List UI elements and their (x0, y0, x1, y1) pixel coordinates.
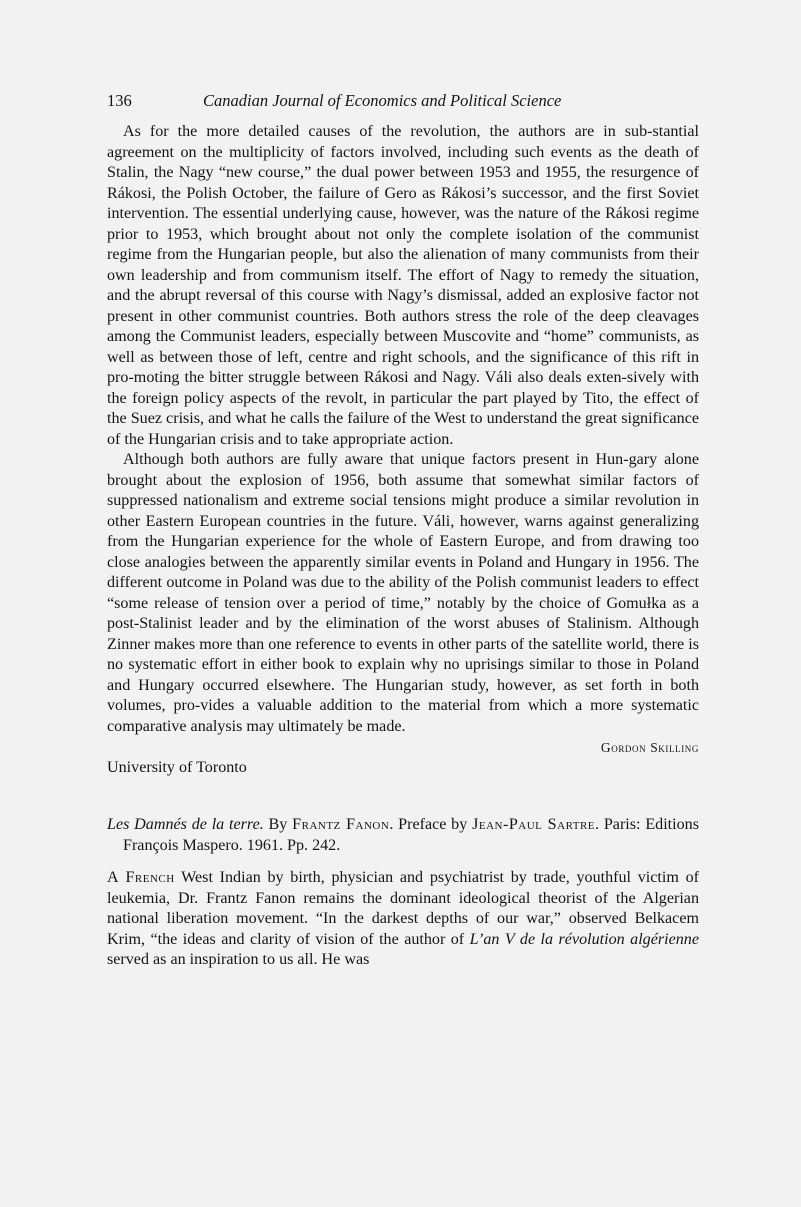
page-body (107, 122, 699, 971)
opening-small-caps: A French (107, 869, 175, 886)
new-review-paragraph (107, 868, 699, 971)
reviewer-affiliation: University of Toronto (107, 759, 247, 776)
page-number: 136 (107, 91, 132, 110)
cited-book-title: L’an V de la révolution algérienne (469, 930, 699, 948)
book-author: Frantz Fanon (292, 816, 390, 833)
by-label: By (268, 816, 288, 833)
review-text-start: West Indian by birth, physician and psychiatrist by trade, youthful victim of leukemia, Dr. Frantz Fanon remains the dominant ideological theorist of the Algerian national liberation movement. “In the darkest depths of our war,” observed Belkacem Krim, “the ideas and clarity of vision of the author of (107, 869, 699, 948)
book-citation: Les Damnés de la terre. By Frantz Fanon. Preface by Jean-Paul Sartre. Paris: Editions François Maspero. 1961. Pp. 242. (107, 816, 699, 854)
preface-label: Preface by (398, 816, 468, 833)
publication-details: Paris: Editions François Maspero. 1961. Pp. 242. (123, 816, 699, 854)
review-paragraph-2: Although both authors are fully aware that unique factors present in Hun-gary alone brought about the explosion of 1956, both assume that somewhat similar factors of suppressed nationalism and extreme social tensions might produce a similar revolution in other Eastern European countries in the future. Váli, however, warns against generalizing from the Hungarian experience for the whole of Eastern Europe, and from drawing too close analogies between the apparently similar events in Poland and Hungary in 1956. The different outcome in Poland was due to the ability of the Polish communist leaders to effect “some release of tension over a period of time,” notably by the choice of Gomułka as a post-Stalinist leader and by the elimination of the worst abuses of Stalinism. Although Zinner makes more than one reference to events in other parts of the satellite world, there is no systematic effort in either book to explain why no uprisings similar to those in Poland and Hungary occurred elsewhere. The Hungarian study, however, as set forth in both volumes, pro-vides a valuable addition to the material from which a more systematic comparative analysis may ultimately be made. (107, 451, 699, 735)
journal-title: Canadian Journal of Economics and Political Science (203, 91, 562, 110)
reviewer-signature: Gordon Skilling (600, 740, 699, 755)
preface-author: Jean-Paul Sartre (472, 816, 596, 833)
book-title: Les Damnés de la terre. (107, 816, 264, 833)
review-paragraph-1: As for the more detailed causes of the revolution, the authors are in sub-stantial agreement on the multiplicity of factors involved, including such events as the death of Stalin, the Nagy “new course,” the dual power between 1953 and 1955, the resurgence of Rákosi, the Polish October, the failure of Gero as Rákosi’s successor, and the first Soviet intervention. The essential underlying cause, however, was the nature of the Rákosi regime prior to 1953, which brought about not only the complete isolation of the communist regime from the Hungarian people, but also the alienation of many communists from their own leadership and from communism itself. The effort of Nagy to remedy the situation, and the abrupt reversal of this course with Nagy’s dismissal, added an explosive factor not present in other communist countries. Both authors stress the role of the deep cleavages among the Communist leaders, especially between Muscovite and “home” communists, as well as between those of left, centre and right schools, and the significance of this rift in pro-moting the bitter struggle between Rákosi and Nagy. Váli also deals exten-sively with the foreign policy aspects of the revolt, in particular the part played by Tito, the effect of the Suez crisis, and what he calls the failure of the West to understand the great significance of the Hungarian crisis and to take appropriate action. (107, 123, 699, 448)
review-text-end: served as an inspiration to us all. He was (107, 951, 370, 968)
